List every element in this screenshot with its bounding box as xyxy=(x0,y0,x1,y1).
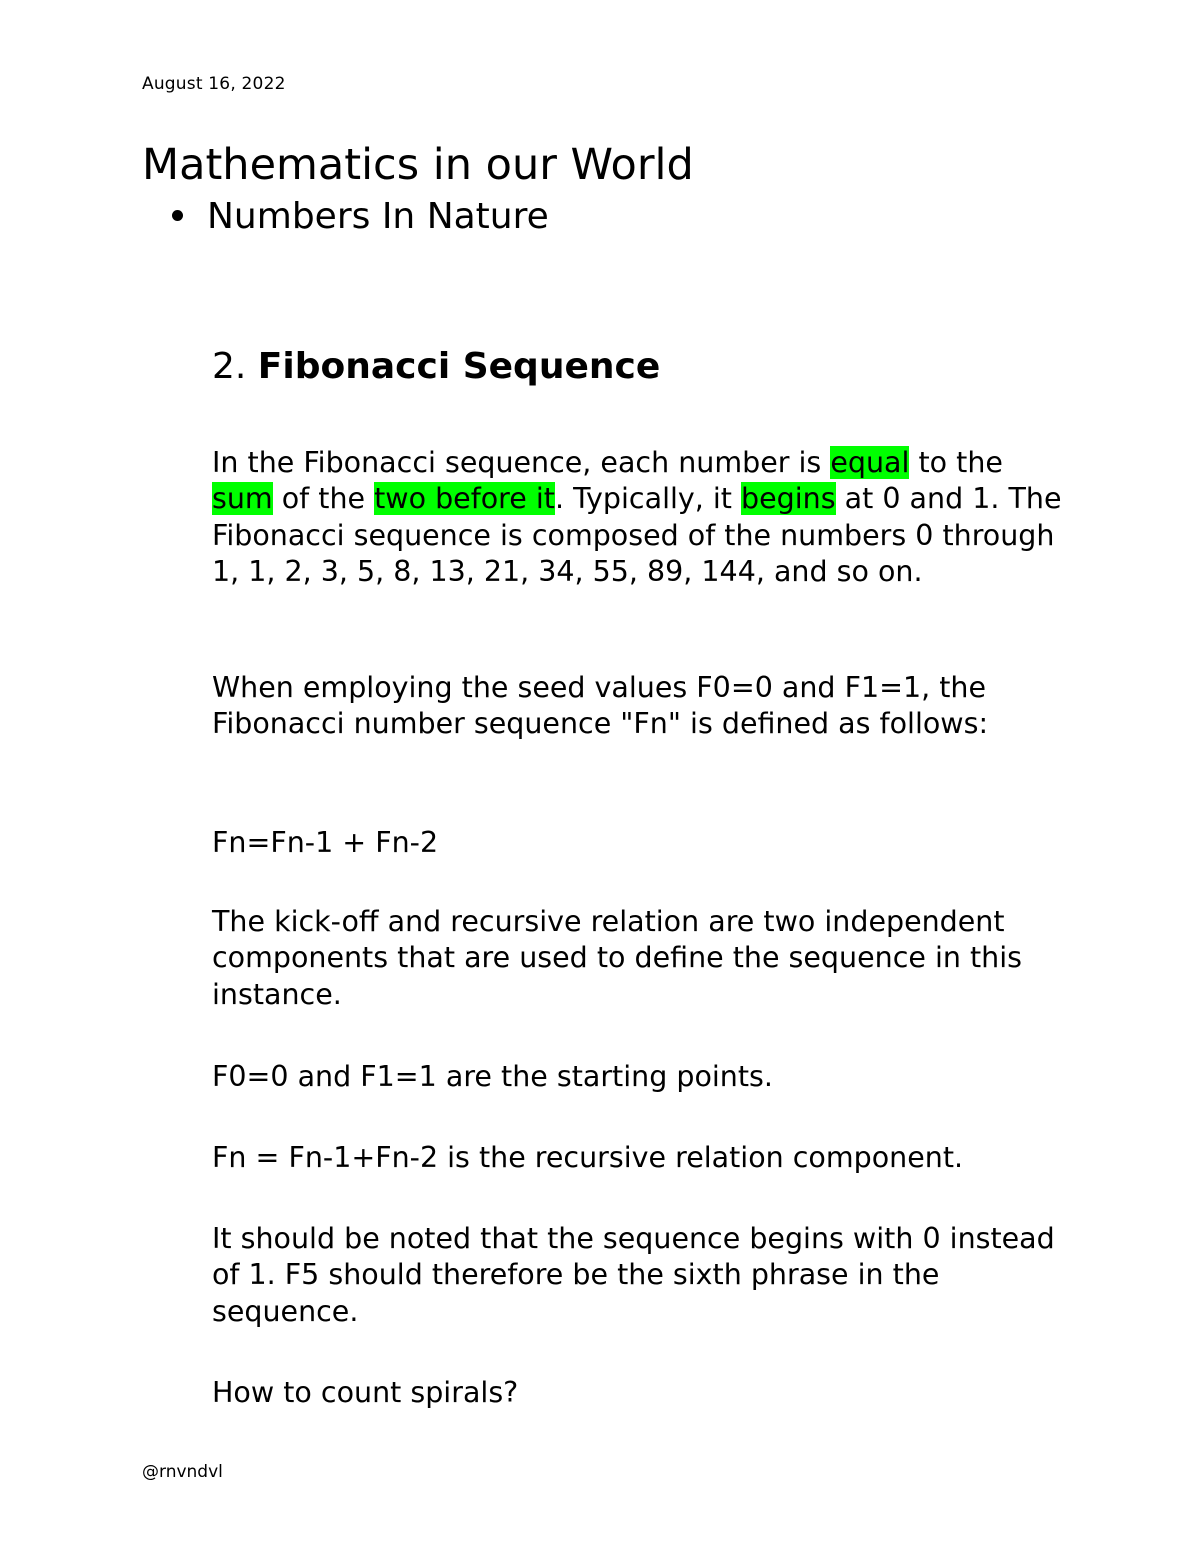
text-run: of the xyxy=(272,482,375,516)
text-run: to the xyxy=(909,446,1003,479)
text-run: . Typically, it xyxy=(554,482,742,516)
text-run: at 0 and 1. The Fibonacci sequence is composed of the numbers 0 through 1, 1, 2, 3, 5, 8, 13, 21, 34, 55, 89, 144, and so on. xyxy=(212,482,1062,589)
paragraph-components: The kick-off and recursive relation are two independent components that are used to define the sequence in this instance. xyxy=(212,905,1022,1011)
paragraph-intro xyxy=(212,445,1072,591)
paragraph-seed-values: When employing the seed values F0=0 and F1=1, the Fibonacci number sequence "Fn" is defined as follows: xyxy=(212,671,989,741)
text-run: In the Fibonacci sequence, each number is xyxy=(212,446,831,479)
bullet-icon xyxy=(172,210,183,221)
paragraph-note: It should be noted that the sequence begins with 0 instead of 1. F5 should therefore be the sixth phrase in the sequence. xyxy=(212,1222,1055,1328)
section-title: Fibonacci Sequence xyxy=(257,346,661,387)
paragraph-starting-points: F0=0 and F1=1 are the starting points. xyxy=(212,1060,773,1093)
document-date: August 16, 2022 xyxy=(142,74,286,94)
document-title: Mathematics in our World xyxy=(142,140,694,190)
bullet-label: Numbers In Nature xyxy=(207,196,549,237)
section-heading xyxy=(212,344,660,390)
highlight-two-before-it: two before it xyxy=(374,482,555,516)
document-footer: @rnvndvl xyxy=(142,1462,223,1482)
paragraph-question: How to count spirals? xyxy=(212,1376,519,1409)
bullet-item xyxy=(172,194,549,240)
paragraph-recursive-relation: Fn = Fn-1+Fn-2 is the recursive relation component. xyxy=(212,1141,964,1174)
paragraph-formula: Fn=Fn-1 + Fn-2 xyxy=(212,826,439,859)
section-number: 2. xyxy=(212,346,258,387)
highlight-equal: equal xyxy=(830,446,910,479)
highlight-begins: begins xyxy=(741,482,836,516)
highlight-sum: sum xyxy=(212,482,273,516)
